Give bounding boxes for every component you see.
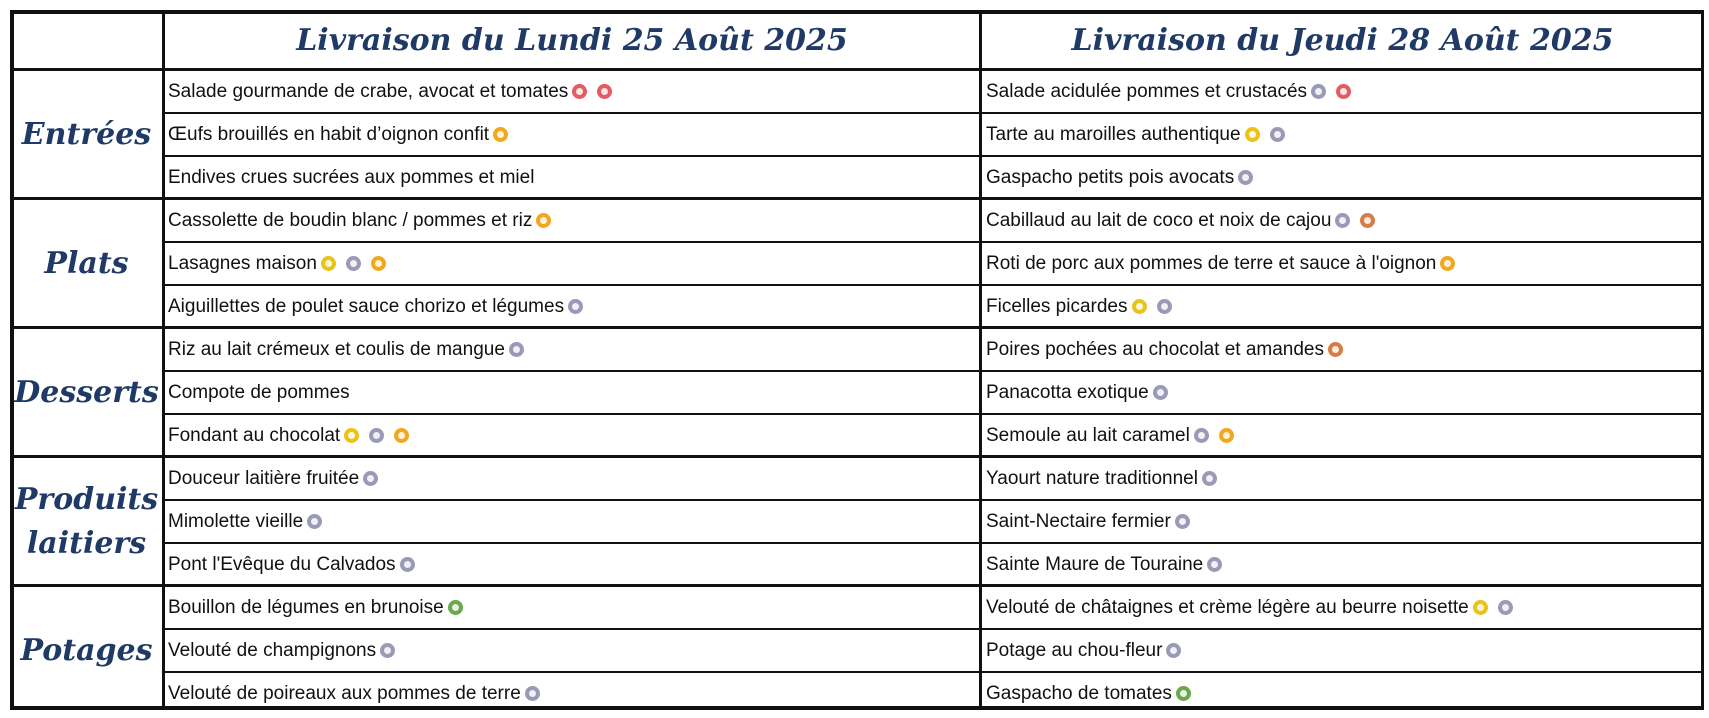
dish-name: Saint-Nectaire fermier	[986, 510, 1171, 532]
dish-name: Yaourt nature traditionnel	[986, 467, 1198, 489]
dish-cell	[981, 113, 1704, 156]
dish-name: Bouillon de légumes en brunoise	[168, 596, 444, 618]
allergen-icons	[376, 643, 395, 658]
gluten-allergen-icon	[344, 428, 359, 443]
dish-name: Aiguillettes de poulet sauce chorizo et légumes	[168, 295, 565, 317]
dish-name: Velouté de champignons	[168, 639, 377, 661]
dish-name: Roti de porc aux pommes de terre et sauce à l'oignon	[986, 252, 1437, 274]
header-corner-cell	[10, 10, 163, 70]
allergen-icons	[1203, 557, 1222, 572]
dish-cell	[163, 500, 981, 543]
dish-name: Velouté de châtaignes et crème légère au beurre noisette	[986, 596, 1469, 618]
border-bottom	[10, 706, 1704, 710]
border-right	[1701, 10, 1704, 710]
gluten-allergen-icon	[1245, 127, 1260, 142]
dish-name: Pont l'Evêque du Calvados	[168, 553, 396, 575]
dish-name: Poires pochées au chocolat et amandes	[986, 338, 1324, 360]
allergen-icons	[444, 600, 463, 615]
row-divider	[163, 241, 1704, 243]
mustard-allergen-icon	[536, 213, 551, 228]
header-delivery-monday: Livraison du Lundi 25 Août 2025	[296, 22, 848, 58]
dish-name: Fondant au chocolat	[168, 424, 341, 446]
milk-allergen-icon	[1270, 127, 1285, 142]
dish-cell	[981, 371, 1704, 414]
dish-name: Gaspacho petits pois avocats	[986, 166, 1235, 188]
dish-name: Sainte Maure de Touraine	[986, 553, 1204, 575]
dish-cell	[163, 242, 981, 285]
section-divider	[10, 584, 1704, 587]
dish-cell	[981, 457, 1704, 500]
section-divider	[10, 68, 1704, 71]
milk-allergen-icon	[1166, 643, 1181, 658]
egg-allergen-icon	[371, 256, 386, 271]
mustard-allergen-icon	[1440, 256, 1455, 271]
allergen-icons	[1149, 385, 1168, 400]
row-divider	[163, 284, 1704, 286]
row-divider	[163, 671, 1704, 673]
dish-cell	[163, 199, 981, 242]
dish-cell	[981, 70, 1704, 113]
dish-cell	[981, 242, 1704, 285]
allergen-icons	[1436, 256, 1455, 271]
section-divider	[10, 455, 1704, 458]
celery-allergen-icon	[448, 600, 463, 615]
milk-allergen-icon	[1157, 299, 1172, 314]
row-divider	[163, 499, 1704, 501]
allergen-icons	[1128, 299, 1172, 314]
row-divider	[163, 413, 1704, 415]
dish-cell	[163, 156, 981, 199]
dish-name: Velouté de poireaux aux pommes de terre	[168, 682, 521, 704]
allergen-icons	[1234, 170, 1253, 185]
allergen-icons	[568, 84, 612, 99]
dish-name: Mimolette vieille	[168, 510, 304, 532]
milk-allergen-icon	[400, 557, 415, 572]
allergen-icons	[1241, 127, 1285, 142]
dish-name: Compote de pommes	[168, 381, 350, 403]
column-divider	[979, 10, 982, 710]
allergen-icons	[396, 557, 415, 572]
dish-name: Lasagnes maison	[168, 252, 317, 274]
dish-name: Semoule au lait caramel	[986, 424, 1190, 446]
section-divider	[10, 197, 1704, 200]
category-label: Produits laitiers	[14, 482, 159, 561]
column-divider	[162, 10, 165, 710]
border-top	[10, 10, 1704, 14]
gluten-allergen-icon	[1132, 299, 1147, 314]
allergen-icons	[532, 213, 551, 228]
dish-name: Gaspacho de tomates	[986, 682, 1172, 704]
dish-cell	[163, 70, 981, 113]
dish-cell	[981, 543, 1704, 586]
category-label: Entrées	[21, 116, 152, 152]
allergen-icons	[1162, 643, 1181, 658]
dish-name: Ficelles picardes	[986, 295, 1128, 317]
nuts-allergen-icon	[1360, 213, 1375, 228]
row-divider	[163, 628, 1704, 630]
allergen-icons	[1172, 686, 1191, 701]
milk-allergen-icon	[1335, 213, 1350, 228]
dish-cell	[163, 371, 981, 414]
sesame-allergen-icon	[1311, 84, 1326, 99]
dish-cell	[981, 285, 1704, 328]
milk-allergen-icon	[1194, 428, 1209, 443]
dish-cell	[163, 543, 981, 586]
milk-allergen-icon	[1153, 385, 1168, 400]
dish-cell	[163, 328, 981, 371]
milk-allergen-icon	[307, 514, 322, 529]
allergen-icons	[1331, 213, 1375, 228]
category-label: Potages	[20, 632, 153, 668]
milk-allergen-icon	[346, 256, 361, 271]
row-divider	[163, 542, 1704, 544]
milk-allergen-icon	[1498, 600, 1513, 615]
dish-cell	[981, 586, 1704, 629]
dish-name: Douceur laitière fruitée	[168, 467, 360, 489]
dish-name: Cassolette de boudin blanc / pommes et riz	[168, 209, 533, 231]
allergen-icons	[317, 256, 386, 271]
dish-cell	[981, 500, 1704, 543]
dish-name: Riz au lait crémeux et coulis de mangue	[168, 338, 505, 360]
gluten-allergen-icon	[321, 256, 336, 271]
egg-allergen-icon	[1219, 428, 1234, 443]
milk-allergen-icon	[369, 428, 384, 443]
dish-cell	[981, 629, 1704, 672]
milk-allergen-icon	[509, 342, 524, 357]
menu-table	[10, 10, 1704, 710]
dish-name: Œufs brouillés en habit d’oignon confit	[168, 123, 490, 145]
allergen-icons	[340, 428, 409, 443]
milk-allergen-icon	[1238, 170, 1253, 185]
dish-cell	[981, 328, 1704, 371]
milk-allergen-icon	[363, 471, 378, 486]
dish-cell	[163, 629, 981, 672]
dish-cell	[163, 113, 981, 156]
dish-name: Salade acidulée pommes et crustacés	[986, 80, 1308, 102]
allergen-icons	[1307, 84, 1351, 99]
milk-allergen-icon	[1175, 514, 1190, 529]
milk-allergen-icon	[525, 686, 540, 701]
nuts-allergen-icon	[1328, 342, 1343, 357]
milk-allergen-icon	[1202, 471, 1217, 486]
allergen-icons	[521, 686, 540, 701]
dish-name: Panacotta exotique	[986, 381, 1149, 403]
dish-name: Tarte au maroilles authentique	[986, 123, 1241, 145]
allergen-icons	[359, 471, 378, 486]
dish-cell	[163, 586, 981, 629]
allergen-icons	[1198, 471, 1217, 486]
allergen-icons	[1469, 600, 1513, 615]
allergen-icons	[1324, 342, 1343, 357]
section-divider	[10, 326, 1704, 329]
celery-allergen-icon	[1176, 686, 1191, 701]
border-left	[10, 10, 14, 710]
egg-allergen-icon	[493, 127, 508, 142]
allergen-icons	[303, 514, 322, 529]
allergen-icons	[1190, 428, 1234, 443]
dish-cell	[981, 414, 1704, 457]
dish-cell	[981, 156, 1704, 199]
fish-allergen-icon	[597, 84, 612, 99]
dish-name: Endives crues sucrées aux pommes et miel	[168, 166, 535, 188]
dish-cell	[163, 457, 981, 500]
allergen-icons	[489, 127, 508, 142]
dish-name: Salade gourmande de crabe, avocat et tomates	[168, 80, 569, 102]
milk-allergen-icon	[568, 299, 583, 314]
crustacean-allergen-icon	[1336, 84, 1351, 99]
row-divider	[163, 370, 1704, 372]
row-divider	[163, 112, 1704, 114]
dish-name: Potage au chou-fleur	[986, 639, 1163, 661]
dish-name: Cabillaud au lait de coco et noix de cajou	[986, 209, 1332, 231]
allergen-icons	[564, 299, 583, 314]
gluten-allergen-icon	[1473, 600, 1488, 615]
row-divider	[163, 155, 1704, 157]
allergen-icons	[505, 342, 524, 357]
dish-cell	[163, 414, 981, 457]
header-delivery-thursday: Livraison du Jeudi 28 Août 2025	[1071, 22, 1614, 58]
category-label: Plats	[44, 245, 129, 281]
dish-cell	[981, 199, 1704, 242]
allergen-icons	[1171, 514, 1190, 529]
milk-allergen-icon	[380, 643, 395, 658]
category-label: Desserts	[14, 374, 159, 410]
dish-cell	[163, 285, 981, 328]
egg-allergen-icon	[394, 428, 409, 443]
milk-allergen-icon	[1207, 557, 1222, 572]
crustacean-allergen-icon	[572, 84, 587, 99]
